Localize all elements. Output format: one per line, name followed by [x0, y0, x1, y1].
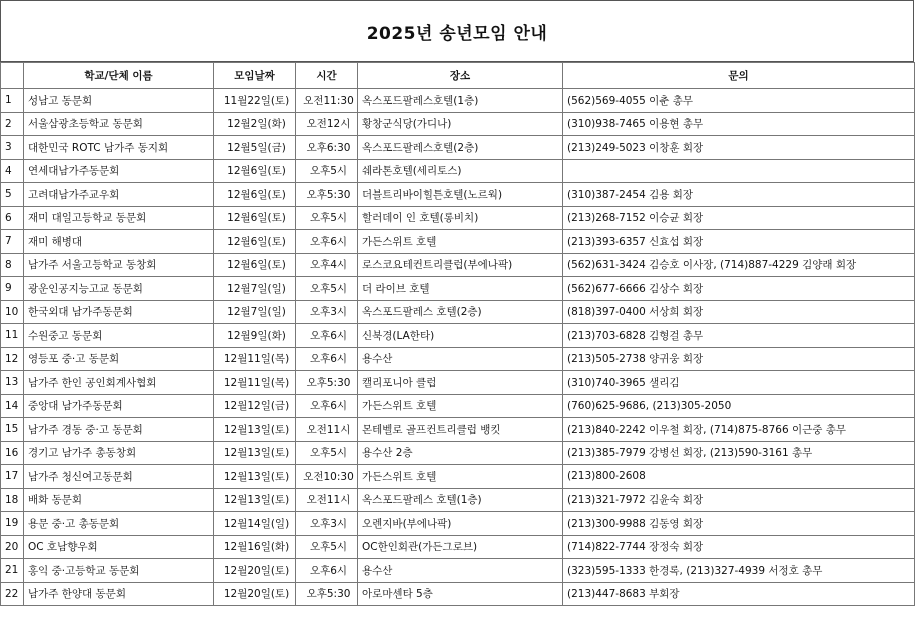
table-body — [1, 89, 915, 606]
cell-no: 10 — [1, 300, 24, 324]
cell-name: 남가주 서울고등학교 동창회 — [24, 253, 214, 277]
cell-date: 12월2일(화) — [214, 112, 296, 136]
cell-date: 12월12일(금) — [214, 394, 296, 418]
cell-time: 오후3시 — [296, 512, 358, 536]
cell-name: 한국외대 남가주동문회 — [24, 300, 214, 324]
table-row — [1, 512, 915, 536]
table-row — [1, 488, 915, 512]
cell-no: 4 — [1, 159, 24, 183]
cell-no: 17 — [1, 465, 24, 489]
cell-contact: (213)385-7979 강병선 회장, (213)590-3161 총무 — [563, 441, 915, 465]
table-row — [1, 418, 915, 442]
cell-time: 오후5:30 — [296, 183, 358, 207]
cell-date: 12월20일(토) — [214, 559, 296, 583]
cell-place: 몬테벨로 골프컨트리클럽 뱅킷 — [358, 418, 563, 442]
cell-contact: (310)938-7465 이용현 총무 — [563, 112, 915, 136]
cell-contact: (562)677-6666 김상수 회장 — [563, 277, 915, 301]
table-row — [1, 371, 915, 395]
table-row — [1, 253, 915, 277]
table-row — [1, 230, 915, 254]
cell-place: OC한인회관(가든그로브) — [358, 535, 563, 559]
cell-contact — [563, 159, 915, 183]
cell-time: 오전10:30 — [296, 465, 358, 489]
cell-date: 12월9일(화) — [214, 324, 296, 348]
cell-name: 남가주 경동 중·고 동문회 — [24, 418, 214, 442]
cell-contact: (562)569-4055 이춘 총무 — [563, 89, 915, 113]
cell-name: 홍익 중·고등학교 동문회 — [24, 559, 214, 583]
cell-contact: (213)840-2242 이우철 회장, (714)875-8766 이근중 총무 — [563, 418, 915, 442]
cell-place: 가든스위트 호텔 — [358, 394, 563, 418]
cell-contact: (213)393-6357 신효섭 회장 — [563, 230, 915, 254]
cell-time: 오후5시 — [296, 159, 358, 183]
cell-name: 광운인공지능고교 동문회 — [24, 277, 214, 301]
cell-contact: (310)387-2454 김용 회장 — [563, 183, 915, 207]
cell-name: 남가주 한인 공인회계사협회 — [24, 371, 214, 395]
cell-no: 8 — [1, 253, 24, 277]
cell-contact: (213)800-2608 — [563, 465, 915, 489]
cell-time: 오전11시 — [296, 488, 358, 512]
table-row — [1, 559, 915, 583]
cell-no: 14 — [1, 394, 24, 418]
cell-place: 할러데이 인 호텔(롱비치) — [358, 206, 563, 230]
table-row — [1, 465, 915, 489]
cell-no: 13 — [1, 371, 24, 395]
cell-name: 남가주 한양대 동문회 — [24, 582, 214, 606]
cell-time: 오후6시 — [296, 324, 358, 348]
cell-name: 대한민국 ROTC 남가주 동지회 — [24, 136, 214, 160]
col-header-place: 장소 — [358, 63, 563, 89]
cell-name: 경기고 남가주 총동창회 — [24, 441, 214, 465]
cell-date: 12월6일(토) — [214, 159, 296, 183]
cell-no: 5 — [1, 183, 24, 207]
cell-no: 19 — [1, 512, 24, 536]
cell-place: 용수산 2층 — [358, 441, 563, 465]
col-header-time: 시간 — [296, 63, 358, 89]
cell-contact: (213)268-7152 이승균 회장 — [563, 206, 915, 230]
cell-contact: (213)321-7972 김윤숙 회장 — [563, 488, 915, 512]
cell-contact: (760)625-9686, (213)305-2050 — [563, 394, 915, 418]
cell-date: 12월16일(화) — [214, 535, 296, 559]
title-bar — [0, 0, 914, 62]
events-table — [0, 62, 915, 606]
col-header-name: 학교/단체 이름 — [24, 63, 214, 89]
cell-no: 12 — [1, 347, 24, 371]
cell-no: 9 — [1, 277, 24, 301]
cell-place: 옥스포드팔레스 호텔(1층) — [358, 488, 563, 512]
cell-name: OC 호남향우회 — [24, 535, 214, 559]
cell-name: 서울삼광초등학교 동문회 — [24, 112, 214, 136]
cell-time: 오후6시 — [296, 559, 358, 583]
cell-no: 21 — [1, 559, 24, 583]
cell-time: 오전11시 — [296, 418, 358, 442]
cell-time: 오후5시 — [296, 535, 358, 559]
cell-date: 12월14일(일) — [214, 512, 296, 536]
cell-time: 오후6시 — [296, 347, 358, 371]
cell-name: 성남고 동문회 — [24, 89, 214, 113]
cell-place: 로스코요테컨트리클럽(부에나팍) — [358, 253, 563, 277]
cell-no: 22 — [1, 582, 24, 606]
cell-time: 오후4시 — [296, 253, 358, 277]
cell-date: 12월6일(토) — [214, 253, 296, 277]
cell-date: 12월13일(토) — [214, 465, 296, 489]
cell-no: 15 — [1, 418, 24, 442]
cell-contact: (213)703-6828 김형걸 총무 — [563, 324, 915, 348]
cell-place: 아로마센타 5층 — [358, 582, 563, 606]
cell-place: 더블트리바이힐튼호텔(노르웍) — [358, 183, 563, 207]
col-header-date: 모임날짜 — [214, 63, 296, 89]
cell-contact: (213)249-5023 이창훈 회장 — [563, 136, 915, 160]
cell-time: 오후6:30 — [296, 136, 358, 160]
table-header-row — [1, 63, 915, 89]
cell-date: 12월11일(목) — [214, 371, 296, 395]
col-header-contact: 문의 — [563, 63, 915, 89]
cell-date: 12월6일(토) — [214, 183, 296, 207]
cell-name: 용문 중·고 총동문회 — [24, 512, 214, 536]
cell-no: 16 — [1, 441, 24, 465]
cell-place: 용수산 — [358, 347, 563, 371]
table-row — [1, 324, 915, 348]
table-row — [1, 136, 915, 160]
table-row — [1, 89, 915, 113]
table-row — [1, 112, 915, 136]
cell-time: 오후6시 — [296, 394, 358, 418]
cell-name: 재미 해병대 — [24, 230, 214, 254]
cell-place: 쉐라톤호텔(세리토스) — [358, 159, 563, 183]
cell-time: 오후5:30 — [296, 371, 358, 395]
col-header-no — [1, 63, 24, 89]
table-row — [1, 535, 915, 559]
cell-place: 신북경(LA한타) — [358, 324, 563, 348]
cell-date: 12월7일(일) — [214, 300, 296, 324]
cell-no: 20 — [1, 535, 24, 559]
cell-contact: (323)595-1333 한경록, (213)327-4939 서정호 총무 — [563, 559, 915, 583]
cell-date: 12월13일(토) — [214, 441, 296, 465]
cell-name: 배화 동문회 — [24, 488, 214, 512]
cell-place: 캘리포니아 클럽 — [358, 371, 563, 395]
table-row — [1, 159, 915, 183]
cell-no: 3 — [1, 136, 24, 160]
cell-name: 중앙대 남가주동문회 — [24, 394, 214, 418]
cell-time: 오후5시 — [296, 441, 358, 465]
cell-time: 오후3시 — [296, 300, 358, 324]
cell-no: 6 — [1, 206, 24, 230]
cell-no: 7 — [1, 230, 24, 254]
cell-place: 용수산 — [358, 559, 563, 583]
cell-date: 12월13일(토) — [214, 488, 296, 512]
cell-no: 2 — [1, 112, 24, 136]
cell-place: 옥스포드팔레스 호텔(2층) — [358, 300, 563, 324]
cell-contact: (562)631-3424 김승호 이사장, (714)887-4229 김양래 회장 — [563, 253, 915, 277]
table-row — [1, 277, 915, 301]
cell-contact: (818)397-0400 서상희 회장 — [563, 300, 915, 324]
cell-name: 연세대남가주동문회 — [24, 159, 214, 183]
cell-date: 12월7일(일) — [214, 277, 296, 301]
cell-contact: (310)740-3965 샐리김 — [563, 371, 915, 395]
cell-name: 수원중고 동문회 — [24, 324, 214, 348]
cell-place: 오렌지바(부에나팍) — [358, 512, 563, 536]
cell-date: 12월13일(토) — [214, 418, 296, 442]
cell-name: 재미 대일고등학교 동문회 — [24, 206, 214, 230]
table-row — [1, 347, 915, 371]
table-row — [1, 394, 915, 418]
cell-time: 오후6시 — [296, 230, 358, 254]
cell-time: 오전12시 — [296, 112, 358, 136]
cell-time: 오전11:30 — [296, 89, 358, 113]
table-row — [1, 183, 915, 207]
cell-no: 18 — [1, 488, 24, 512]
cell-date: 12월6일(토) — [214, 230, 296, 254]
cell-time: 오후5시 — [296, 277, 358, 301]
cell-place: 가든스위트 호텔 — [358, 465, 563, 489]
cell-contact: (213)300-9988 김동영 회장 — [563, 512, 915, 536]
cell-name: 영등포 중·고 동문회 — [24, 347, 214, 371]
cell-place: 더 라이브 호텔 — [358, 277, 563, 301]
table-row — [1, 206, 915, 230]
cell-date: 12월5일(금) — [214, 136, 296, 160]
cell-place: 가든스위트 호텔 — [358, 230, 563, 254]
cell-name: 고려대남가주교우회 — [24, 183, 214, 207]
cell-no: 11 — [1, 324, 24, 348]
cell-time: 오후5:30 — [296, 582, 358, 606]
cell-name: 남가주 청신여고동문회 — [24, 465, 214, 489]
cell-date: 12월6일(토) — [214, 206, 296, 230]
cell-date: 12월20일(토) — [214, 582, 296, 606]
page-title: 2025년 송년모임 안내 — [366, 23, 548, 44]
cell-time: 오후5시 — [296, 206, 358, 230]
cell-contact: (213)447-8683 부회장 — [563, 582, 915, 606]
cell-contact: (714)822-7744 장정숙 회장 — [563, 535, 915, 559]
cell-date: 11월22일(토) — [214, 89, 296, 113]
table-row — [1, 300, 915, 324]
table-row — [1, 582, 915, 606]
cell-contact: (213)505-2738 양귀웅 회장 — [563, 347, 915, 371]
cell-no: 1 — [1, 89, 24, 113]
table-row — [1, 441, 915, 465]
cell-place: 옥스포드팔레스호텔(2층) — [358, 136, 563, 160]
cell-place: 황창군식당(가디나) — [358, 112, 563, 136]
cell-place: 옥스포드팔레스호텔(1층) — [358, 89, 563, 113]
cell-date: 12월11일(목) — [214, 347, 296, 371]
